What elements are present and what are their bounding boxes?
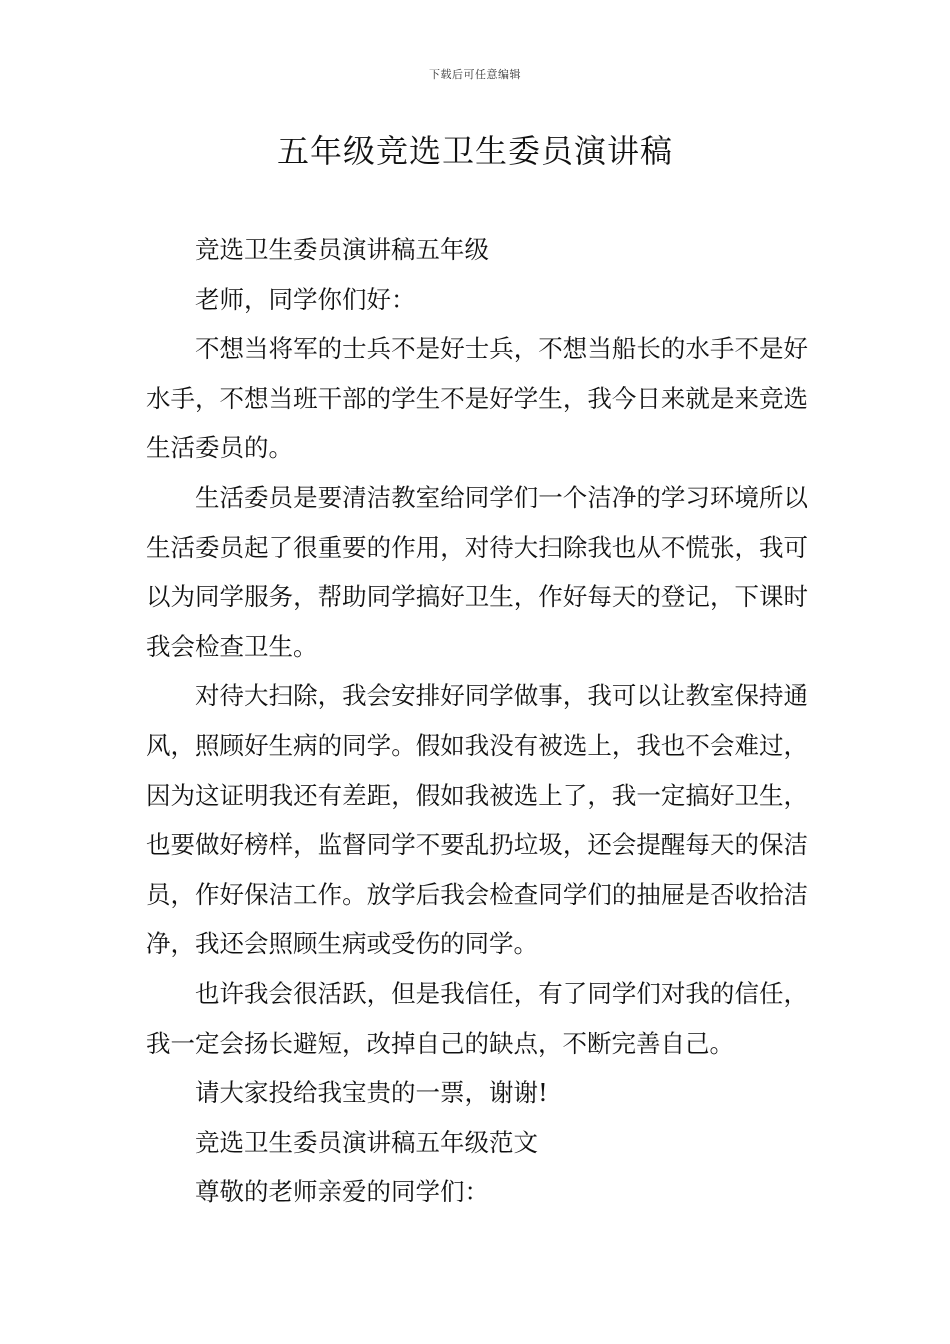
paragraph-closing: 请大家投给我宝贵的一票，谢谢! (195, 1078, 548, 1108)
paragraph-2: 生活委员是要清洁教室给同学们一个洁净的学习环境所以生活委员起了很重要的作用，对待大扫除我也从不慌张，我可以为同学服务，帮助同学搞好卫生，作好每天的登记，下课时我会检查卫生。 (146, 482, 808, 661)
paragraph-second-greeting: 尊敬的老师亲爱的同学们： (195, 1177, 489, 1207)
paragraph-subtitle: 竞选卫生委员演讲稿五年级 (195, 235, 489, 264)
paragraph-second-title: 竞选卫生委员演讲稿五年级范文 (195, 1127, 538, 1157)
document-title: 五年级竞选卫生委员演讲稿 (276, 132, 673, 170)
header-note: 下载后可任意编辑 (429, 68, 521, 81)
paragraph-4: 也许我会很活跃，但是我信任，有了同学们对我的信任，我一定会扬长避短，改掉自己的缺点，不断完善自己。 (146, 978, 808, 1058)
paragraph-greeting: 老师，同学你们好： (195, 284, 416, 314)
paragraph-3: 对待大扫除，我会安排好同学做事，我可以让教室保持通风，照顾好生病的同学。假如我没有被选上，我也不会难过，因为这证明我还有差距，假如我被选上了，我一定搞好卫生，也要做好榜样，监督同学不要乱扔垃圾，还会提醒每天的保洁员，作好保洁工作。放学后我会检查同学们的抽屉是否收拾洁净，我还会照顾生病或受伤的同学。 (146, 681, 808, 959)
paragraph-1: 不想当将军的士兵不是好士兵，不想当船长的水手不是好水手，不想当班干部的学生不是好学生，我今日来就是来竞选生活委员的。 (146, 334, 808, 463)
document-body (146, 225, 808, 1217)
